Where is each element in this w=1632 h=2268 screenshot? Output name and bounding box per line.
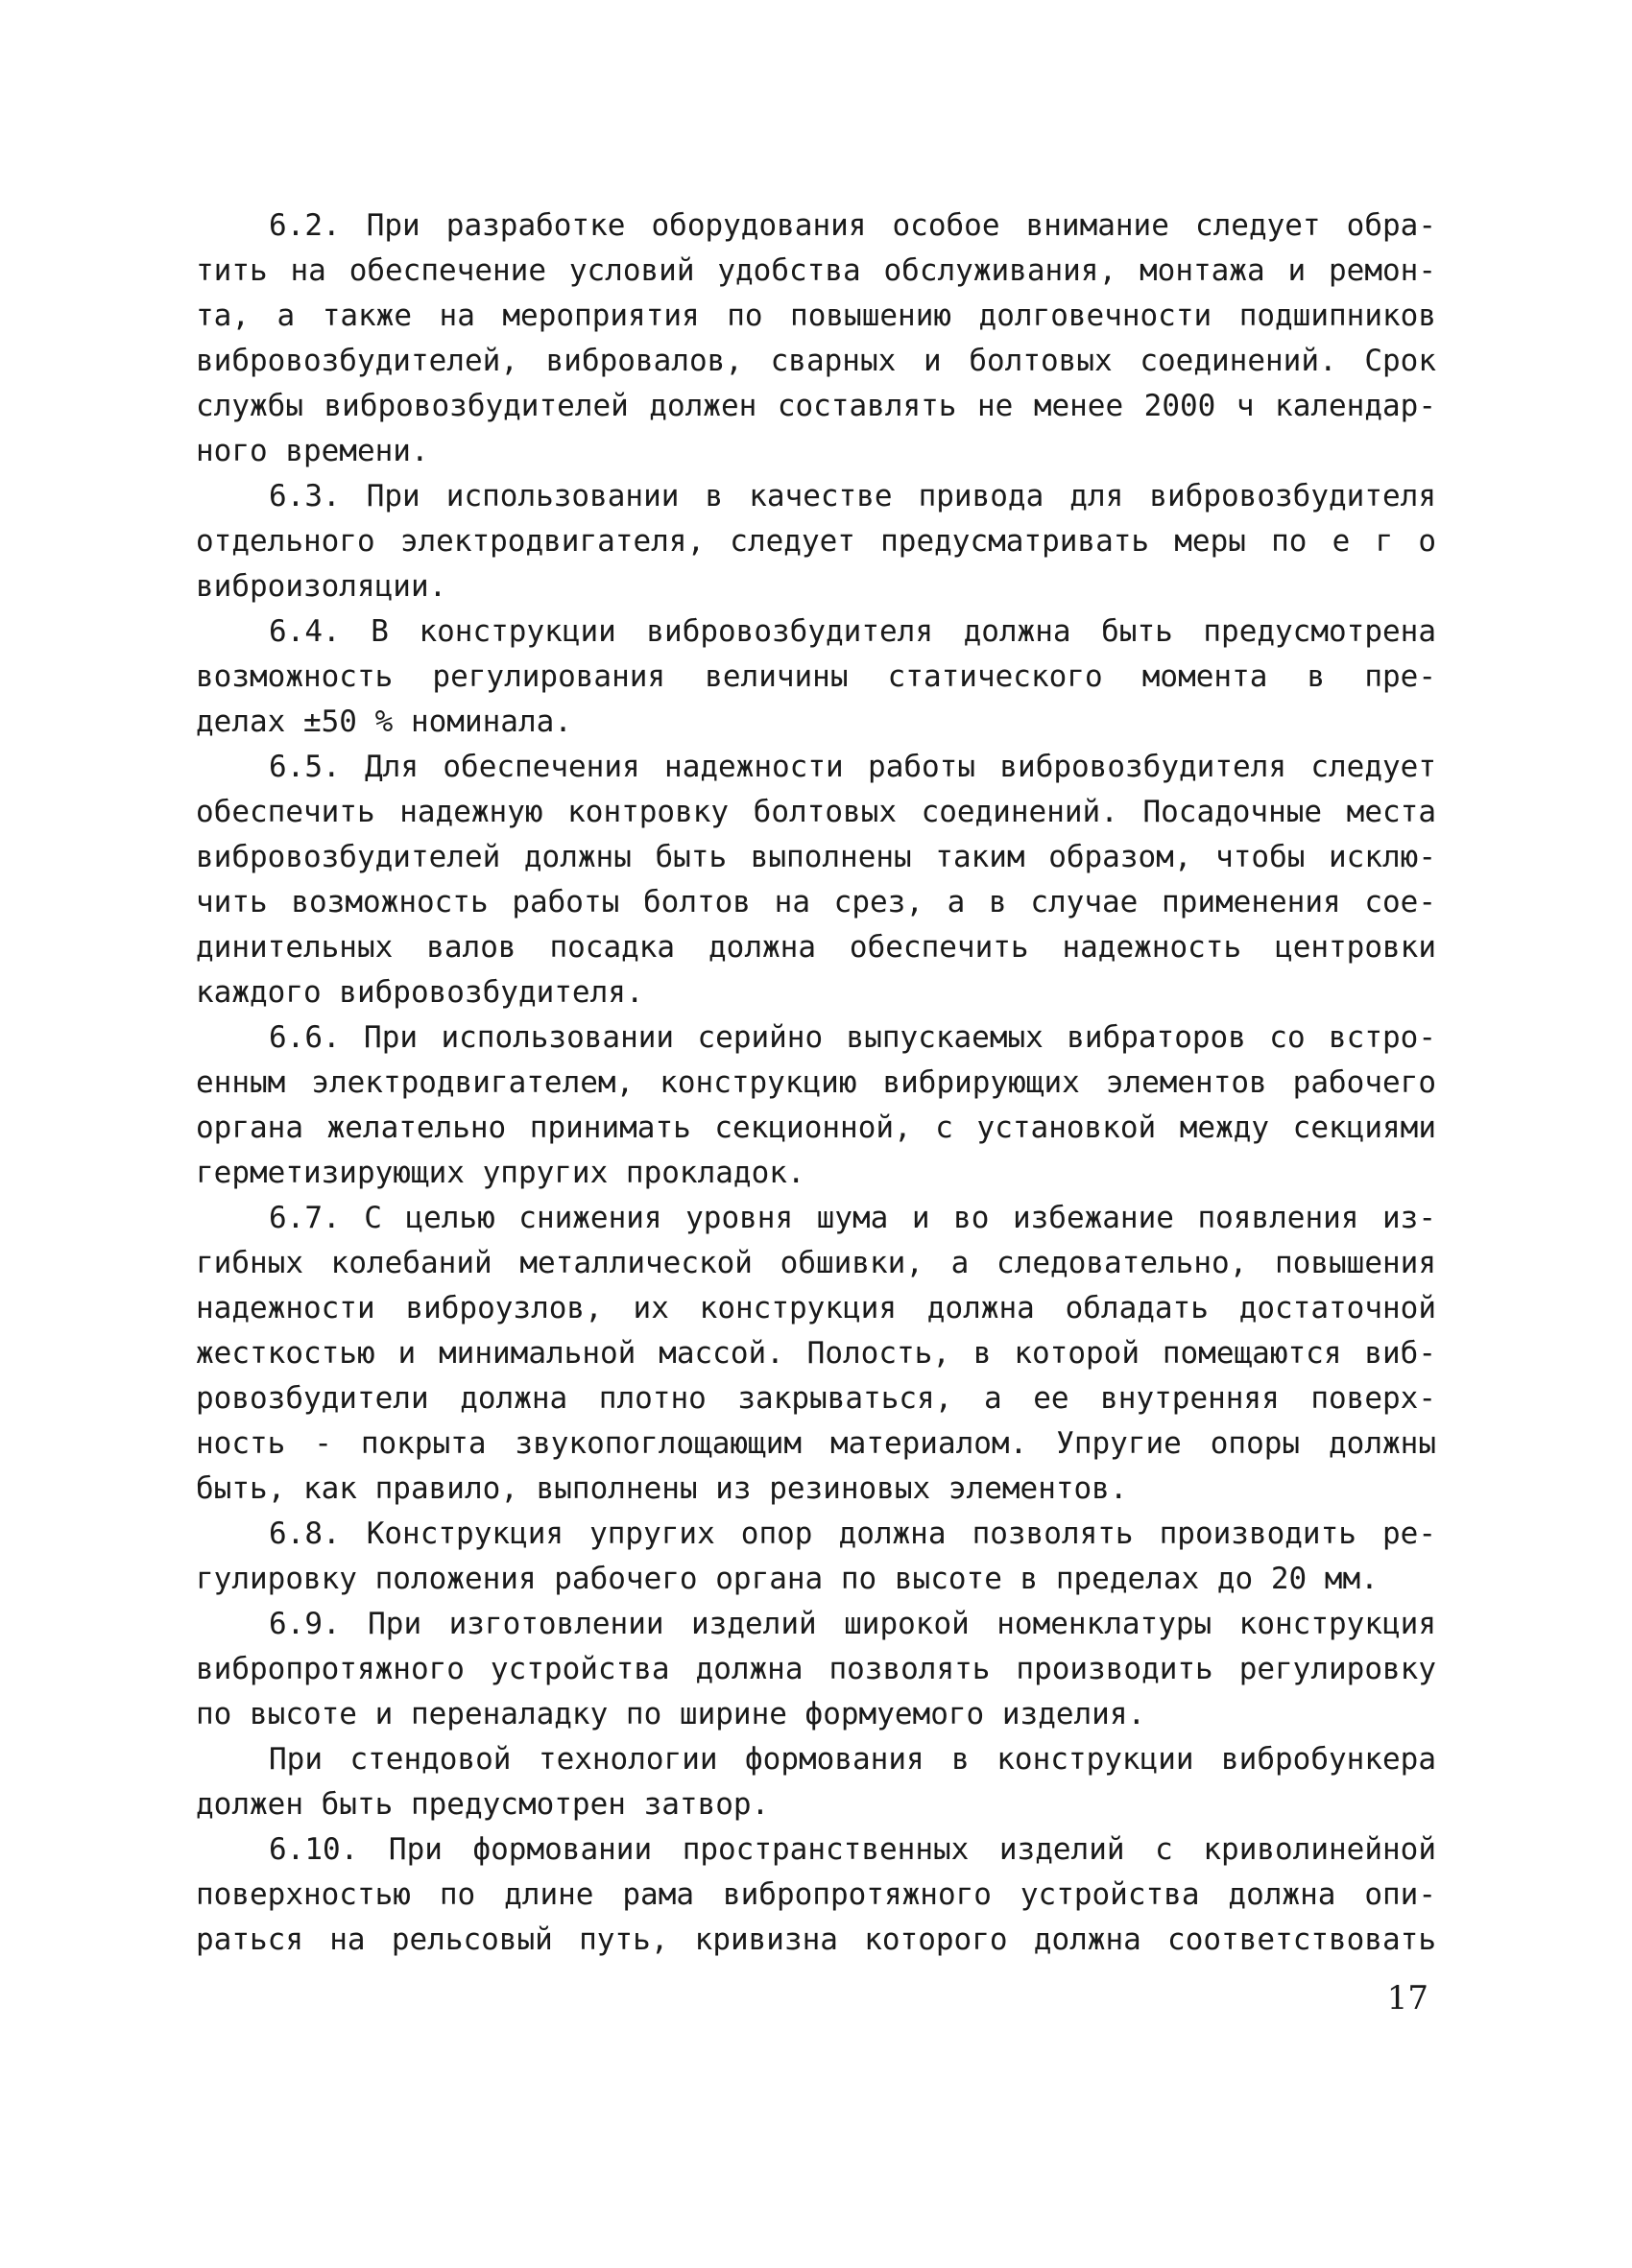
text-line: должен быть предусмотрен затвор. xyxy=(196,1787,770,1822)
text-line: 6.7. С целью снижения уровня шума и во избежание появления из- xyxy=(269,1201,1436,1235)
text-line: При стендовой технологии формования в конструкции вибробункера xyxy=(269,1742,1436,1777)
text-line: чить возможность работы болтов на срез, а в случае применения сое- xyxy=(196,885,1436,919)
text-line: та, а также на мероприятия по повышению долговечности подшипников xyxy=(196,298,1436,333)
text-line: ного времени. xyxy=(196,434,429,468)
text-line: вибропротяжного устройства должна позволять производить регулировку xyxy=(196,1652,1436,1686)
text-line: динительных валов посадка должна обеспечить надежность центровки xyxy=(196,930,1436,965)
text-line: ность - покрыта звукопоглощающим материалом. Упругие опоры должны xyxy=(196,1426,1436,1461)
text-line: гулировку положения рабочего органа по высоте в пределах до 20 мм. xyxy=(196,1562,1379,1596)
text-line: поверхностью по длине рама вибропротяжного устройства должна опи- xyxy=(196,1877,1436,1912)
text-line: по высоте и переналадку по ширине формуемого изделия. xyxy=(196,1697,1146,1731)
text-line: 6.9. При изготовлении изделий широкой номенклатуры конструкция xyxy=(269,1607,1436,1641)
text-line: раться на рельсовый путь, кривизна которого должна соответствовать xyxy=(196,1922,1436,1957)
text-line: тить на обеспечение условий удобства обслуживания, монтажа и ремон- xyxy=(196,253,1436,288)
text-line: жесткостью и минимальной массой. Полость, в которой помещаются виб- xyxy=(196,1336,1436,1371)
text-line: быть, как правило, выполнены из резиновых элементов. xyxy=(196,1471,1128,1506)
text-line: надежности виброузлов, их конструкция должна обладать достаточной xyxy=(196,1291,1436,1325)
text-line: делах ±50 % номинала. xyxy=(196,704,572,739)
text-line: вибровозбудителей должны быть выполнены таким образом, чтобы исклю- xyxy=(196,840,1436,874)
text-line: гибных колебаний металлической обшивки, а следовательно, повышения xyxy=(196,1246,1436,1280)
text-line: 6.6. При использовании серийно выпускаемых вибраторов со встро- xyxy=(269,1020,1436,1055)
text-line: 6.2. При разработке оборудования особое внимание следует обра- xyxy=(269,208,1436,243)
text-line: 6.3. При использовании в качестве привода для вибровозбудителя xyxy=(269,479,1436,513)
text-line: 6.5. Для обеспечения надежности работы вибровозбудителя следует xyxy=(269,750,1436,784)
page-number: 17 xyxy=(1386,1979,1428,2017)
text-line: ровозбудители должна плотно закрываться, а ее внутренняя поверх- xyxy=(196,1381,1436,1416)
text-line: обеспечить надежную контровку болтовых соединений. Посадочные места xyxy=(196,795,1436,829)
text-line: возможность регулирования величины статического момента в пре- xyxy=(196,659,1436,694)
text-line: отдельного электродвигателя, следует предусматривать меры по е г о xyxy=(196,524,1436,559)
text-line: енным электродвигателем, конструкцию вибрирующих элементов рабочего xyxy=(196,1065,1436,1100)
text-line: каждого вибровозбудителя. xyxy=(196,975,644,1010)
text-line: органа желательно принимать секционной, с установкой между секциями xyxy=(196,1110,1436,1145)
body-text xyxy=(196,203,1436,1963)
text-line: 6.8. Конструкция упругих опор должна позволять производить ре- xyxy=(269,1516,1436,1551)
text-line: виброизоляции. xyxy=(196,569,447,604)
text-line: 6.4. В конструкции вибровозбудителя должна быть предусмотрена xyxy=(269,614,1436,649)
text-line: герметизирующих упругих прокладок. xyxy=(196,1156,805,1190)
text-line: вибровозбудителей, вибровалов, сварных и болтовых соединений. Срок xyxy=(196,344,1436,378)
text-line: службы вибровозбудителей должен составлять не менее 2000 ч календар- xyxy=(196,389,1436,423)
text-line: 6.10. При формовании пространственных изделий с криволинейной xyxy=(269,1832,1436,1867)
